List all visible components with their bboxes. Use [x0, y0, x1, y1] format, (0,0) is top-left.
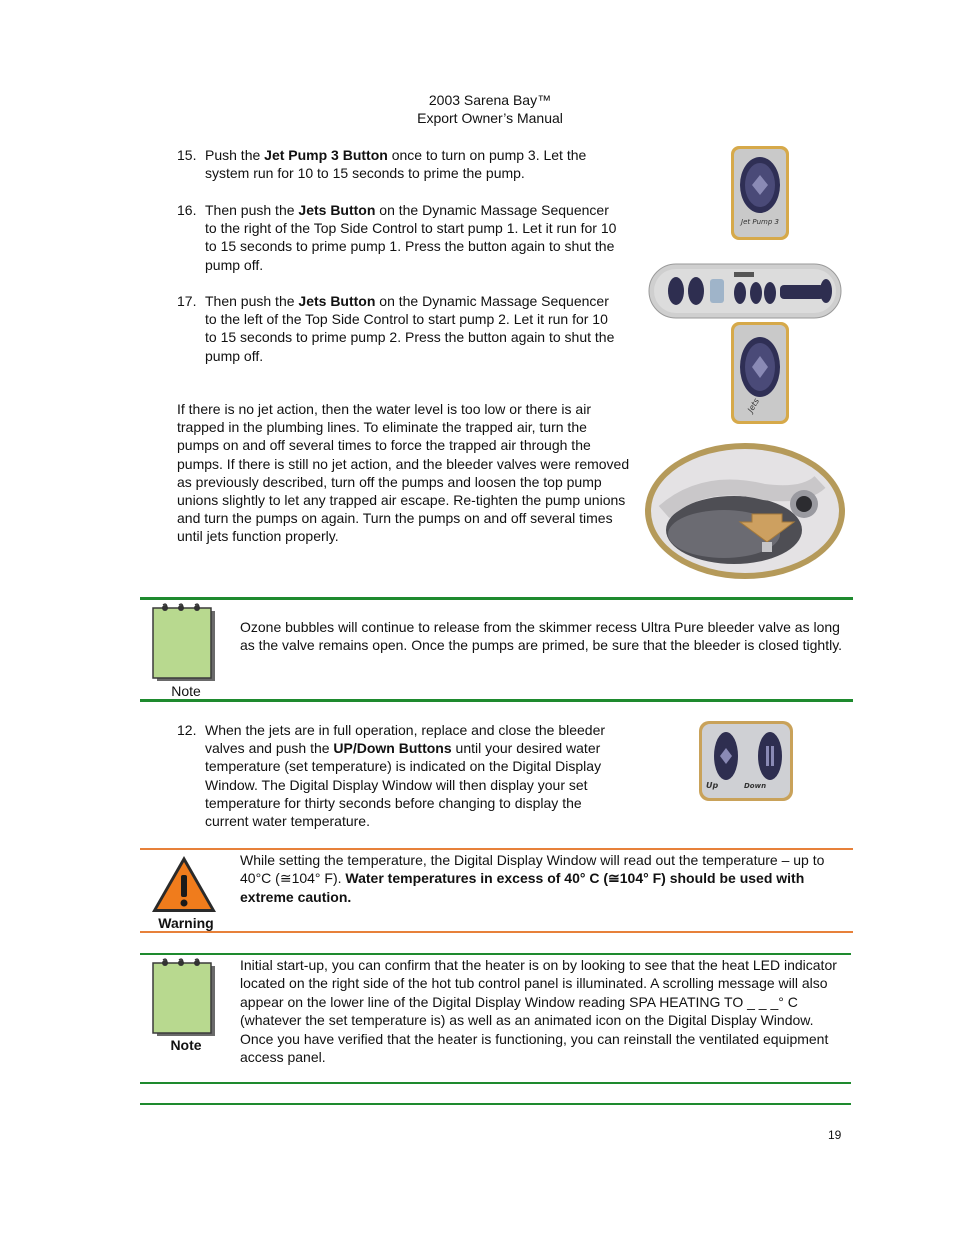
step-17: [177, 292, 622, 365]
document-title: 2003 Sarena Bay™: [428, 92, 552, 108]
jets-button-image: [730, 321, 790, 425]
step-number: 16.: [177, 202, 197, 218]
warning-icon: [150, 853, 218, 915]
step-bold-text: Jets Button: [298, 202, 376, 218]
step-bold-text: UP/Down Buttons: [333, 740, 452, 757]
note-pad-icon: [151, 958, 217, 1038]
note-pad-icon: [151, 603, 217, 683]
top-side-control-panel-image: [648, 263, 842, 319]
divider: [140, 931, 853, 933]
divider: [140, 848, 853, 850]
step-number: 17.: [177, 293, 197, 309]
divider: [140, 1103, 851, 1105]
divider: [140, 1082, 851, 1084]
step-text: on the Dynamic Massage Sequencer to the right of the Top Side Control to start pump 1. Let it run for 10 to 15 seconds to prime pump 1. Press the button again to shut the pump off.: [205, 202, 617, 273]
step-15: [177, 146, 622, 182]
step-16: [177, 201, 622, 274]
step-12: [177, 721, 622, 830]
divider: [140, 699, 853, 702]
up-image-label: Up: [706, 781, 719, 790]
divider: [140, 953, 851, 955]
jet-pump-3-image-label: Jet Pump 3: [741, 218, 779, 226]
divider: [140, 597, 853, 600]
step-bold-text: Jet Pump 3 Button: [264, 147, 388, 163]
skimmer-bleeder-photo: [644, 442, 846, 580]
step-text: Push the: [205, 147, 265, 163]
step-bold-text: Jets Button: [298, 293, 376, 309]
warning-plain-text: While setting the temperature, the Digital Display Window will read out the temperature – up to 40°C (≅104° F).: [240, 852, 825, 887]
note-label: Note: [171, 683, 201, 699]
note-text: Initial start-up, you can confirm that the heater is on by looking to see that the heat LED indicator located on the right side of the hot tub control panel is illuminated. A scrolling message will also appear on the lower line of the Digital Display Window reading SPA HEATING TO _ _ _° C (whatever the set temperature is) as well as an animated icon on the Digital Display Window. Once you have verified that the heater is functioning, you can reinstall the ventilated equipment access panel.: [240, 957, 837, 1066]
jet-pump-3-button-image: [730, 145, 790, 241]
step-number: 15.: [177, 147, 197, 163]
warning-text: [240, 851, 845, 906]
warning-bold-text: Water temperatures in excess of 40° C (≅104° F) should be used with extreme caution.: [240, 870, 805, 905]
note-text: Ozone bubbles will continue to release from the skimmer recess Ultra Pure bleeder valve as long as the valve remains open. Once the pumps are primed, be sure that the bleeder is closed tightly.: [240, 619, 843, 654]
step-number: 12.: [177, 722, 197, 738]
up-down-buttons-image: [698, 720, 794, 802]
step-text: Then push the: [205, 202, 299, 218]
note-label: Note: [170, 1037, 202, 1053]
page-header: [0, 91, 954, 127]
airlock-paragraph: If there is no jet action, then the water level is too low or there is air trapped in the plumbing lines. To eliminate the trapped air, turn the pumps on and off several times to force the trapped air through the pumps. If there is still no jet action, and the bleeder valves were removed as previously described, turn off the pumps and loosen the top pump unions slightly to let any trapped air escape. Re-tighten the pump unions and turn the pumps on again. Turn the pumps on and off several times until jets function properly.: [177, 401, 630, 545]
document-subtitle: Export Owner’s Manual: [417, 110, 563, 126]
warning-label: Warning: [158, 915, 214, 931]
step-text: on the Dynamic Massage Sequencer to the left of the Top Side Control to start pump 2. Let it run for 10 to 15 seconds to prime pump 2. Press the button again to shut the pump off.: [205, 293, 615, 364]
step-text: When the jets are in full operation, replace and close the bleeder valves and push the: [205, 722, 606, 757]
jets-image-label: Jets: [745, 396, 762, 414]
down-image-label: Down: [744, 782, 767, 790]
step-text: Then push the: [205, 293, 299, 309]
step-text: until your desired water temperature (set temperature) is indicated on the Digital Display Window. The Digital Display Window will then display your set temperature for thirty seconds before changing to display the current water temperature.: [205, 740, 602, 830]
page-number: 19: [828, 1128, 842, 1142]
step-text: once to turn on pump 3. Let the system run for 10 to 15 seconds to prime the pump.: [205, 147, 587, 182]
